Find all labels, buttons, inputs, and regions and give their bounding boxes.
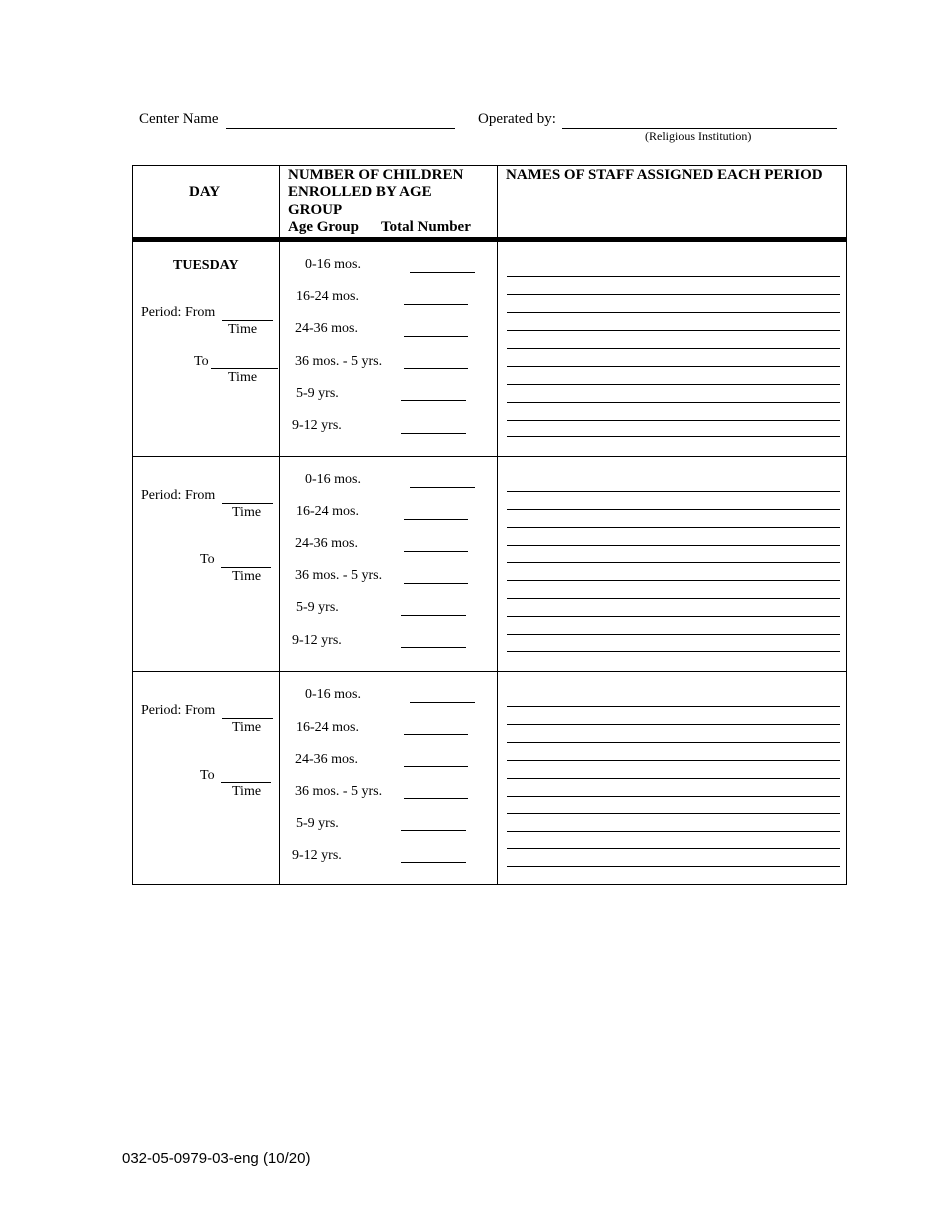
operated-by-caption: (Religious Institution) [645,129,752,143]
total-number-field[interactable] [401,862,466,863]
total-number-field[interactable] [401,647,466,648]
period-to-field[interactable] [221,782,271,783]
age-group-label: 9-12 yrs. [292,848,342,863]
staff-name-line[interactable] [507,384,840,385]
staff-name-line[interactable] [507,760,840,761]
form-code: 032-05-0979-03-eng (10/20) [122,1150,311,1167]
staff-name-line[interactable] [507,848,840,849]
column-divider [497,165,498,885]
staff-name-line[interactable] [507,312,840,313]
time-caption: Time [228,322,258,337]
period-from-field[interactable] [222,320,273,321]
staff-name-line[interactable] [507,742,840,743]
period-to-label: To [200,768,215,783]
children-column-header-line2: ENROLLED BY AGE [288,184,432,200]
age-group-label: 24-36 mos. [295,321,358,336]
age-group-label: 0-16 mos. [305,687,361,702]
period-to-field[interactable] [221,567,271,568]
staff-name-line[interactable] [507,813,840,814]
age-group-label: 36 mos. - 5 yrs. [295,784,383,799]
staff-name-line[interactable] [507,634,840,635]
table-border [132,165,847,885]
staff-name-line[interactable] [507,796,840,797]
staff-name-line[interactable] [507,294,840,295]
total-number-field[interactable] [401,830,466,831]
staff-name-line[interactable] [507,420,840,421]
staff-name-line[interactable] [507,724,840,725]
staff-name-line[interactable] [507,348,840,349]
period-from-field[interactable] [222,503,273,504]
age-group-label: 16-24 mos. [296,289,359,304]
total-number-field[interactable] [404,304,468,305]
period-from-field[interactable] [222,718,273,719]
staff-name-line[interactable] [507,402,840,403]
staff-name-line[interactable] [507,562,840,563]
operated-by-label: Operated by: [478,111,556,127]
header-rule [132,237,847,242]
period-from-label: Period: From [141,703,216,718]
staff-name-line[interactable] [507,706,840,707]
age-group-header: Age Group [288,219,359,235]
period-to-label: To [200,552,215,567]
age-group-label: 5-9 yrs. [296,386,339,401]
total-number-field[interactable] [401,615,466,616]
staff-column-header: NAMES OF STAFF ASSIGNED EACH PERIOD [506,167,823,183]
total-number-field[interactable] [404,519,468,520]
total-number-field[interactable] [404,551,468,552]
age-group-label: 5-9 yrs. [296,816,339,831]
age-group-label: 16-24 mos. [296,504,359,519]
staff-name-line[interactable] [507,276,840,277]
staff-name-line[interactable] [507,366,840,367]
total-number-field[interactable] [404,336,468,337]
total-number-field[interactable] [401,400,466,401]
children-column-header-line1: NUMBER OF CHILDREN [288,167,464,183]
period-to-field[interactable] [211,368,278,369]
age-group-label: 9-12 yrs. [292,418,342,433]
day-column-header: DAY [189,184,221,200]
age-group-label: 36 mos. - 5 yrs. [295,354,383,369]
age-group-label: 0-16 mos. [305,257,361,272]
age-group-label: 36 mos. - 5 yrs. [295,568,383,583]
total-number-field[interactable] [404,368,468,369]
period-from-label: Period: From [141,488,216,503]
total-number-field[interactable] [404,734,468,735]
period-to-label: To [194,354,209,369]
staff-name-line[interactable] [507,436,840,437]
day-name: TUESDAY [173,258,239,273]
age-group-label: 0-16 mos. [305,472,361,487]
period-from-label: Period: From [141,305,216,320]
total-number-field[interactable] [410,272,475,273]
staff-name-line[interactable] [507,651,840,652]
staff-name-line[interactable] [507,330,840,331]
age-group-label: 16-24 mos. [296,720,359,735]
staff-name-line[interactable] [507,598,840,599]
total-number-field[interactable] [404,798,468,799]
time-caption: Time [232,569,262,584]
age-group-label: 9-12 yrs. [292,633,342,648]
center-name-label: Center Name [139,111,219,127]
time-caption: Time [232,720,262,735]
staff-name-line[interactable] [507,616,840,617]
staff-name-line[interactable] [507,509,840,510]
age-group-label: 5-9 yrs. [296,600,339,615]
children-column-header-line3: GROUP [288,202,343,218]
staff-name-line[interactable] [507,527,840,528]
column-divider [279,165,280,885]
staff-name-line[interactable] [507,491,840,492]
staff-name-line[interactable] [507,778,840,779]
time-caption: Time [232,784,262,799]
staff-name-line[interactable] [507,580,840,581]
total-number-field[interactable] [404,583,468,584]
row-divider [132,671,847,672]
time-caption: Time [228,370,258,385]
staff-name-line[interactable] [507,545,840,546]
time-caption: Time [232,505,262,520]
row-divider [132,456,847,457]
center-name-field[interactable] [226,128,455,129]
age-group-label: 24-36 mos. [295,752,358,767]
total-number-field[interactable] [401,433,466,434]
total-number-field[interactable] [410,487,475,488]
total-number-field[interactable] [410,702,475,703]
age-group-label: 24-36 mos. [295,536,358,551]
total-number-header: Total Number [381,219,471,235]
total-number-field[interactable] [404,766,468,767]
staff-name-line[interactable] [507,831,840,832]
staff-name-line[interactable] [507,866,840,867]
